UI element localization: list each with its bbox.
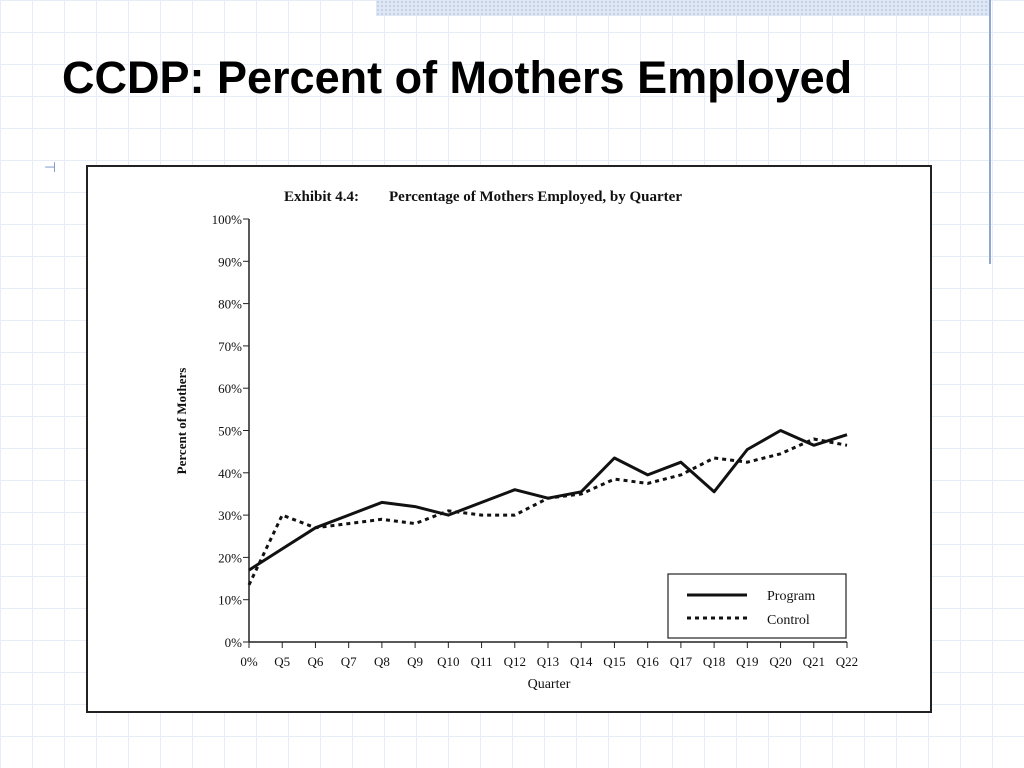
x-tick-label: Q18 <box>702 654 726 669</box>
y-tick-label: 30% <box>218 508 242 524</box>
x-ticks <box>240 642 858 669</box>
header-decoration <box>376 0 990 16</box>
y-tick-label: 100% <box>211 212 242 227</box>
x-tick-label: Q21 <box>802 654 825 669</box>
legend-box <box>668 574 846 638</box>
line-chart <box>88 167 926 707</box>
series-line-control <box>249 439 847 585</box>
margin-marker-icon: ⊣ <box>44 160 57 176</box>
y-tick-label: 50% <box>218 423 242 439</box>
x-tick-label: Q20 <box>769 654 792 669</box>
y-tick-label: 40% <box>218 465 242 481</box>
y-tick-label: 60% <box>218 381 242 397</box>
legend-control-label: Control <box>767 613 810 628</box>
x-tick-label: Q17 <box>669 654 693 669</box>
x-tick-label: Q22 <box>835 654 859 669</box>
y-tick-label: 80% <box>218 296 242 312</box>
series-layer <box>249 431 847 585</box>
y-tick-label: 90% <box>218 254 242 270</box>
x-tick-label: Q10 <box>437 654 460 669</box>
x-tick-label: Q16 <box>636 654 659 669</box>
y-tick-label: 20% <box>218 550 242 566</box>
x-tick-label: Q15 <box>603 654 626 669</box>
slide-title: CCDP: Percent of Mothers Employed <box>62 52 853 103</box>
x-axis-label: Quarter <box>527 677 571 692</box>
x-tick-label: Q7 <box>340 654 357 669</box>
x-tick-label: Q14 <box>570 654 593 669</box>
y-axis-label: Percent of Mothers <box>174 367 189 475</box>
exhibit-label: Exhibit 4.4: <box>284 189 360 205</box>
y-tick-label: 0% <box>224 635 242 650</box>
side-rule-decoration <box>989 0 991 264</box>
series-line-program <box>249 431 847 571</box>
y-tick-label: 70% <box>218 338 242 354</box>
x-tick-label: Q11 <box>470 654 493 669</box>
x-tick-label: Q12 <box>503 654 526 669</box>
chart-title: Percentage of Mothers Employed, by Quarter <box>389 189 682 205</box>
x-tick-label: Q9 <box>407 654 424 669</box>
y-tick-label: 10% <box>218 592 242 608</box>
x-tick-label: Q6 <box>307 654 324 669</box>
x-tick-label: 0% <box>240 654 258 669</box>
x-tick-label: Q8 <box>373 654 390 669</box>
x-tick-label: Q19 <box>736 654 759 669</box>
y-ticks <box>212 212 249 650</box>
x-tick-label: Q5 <box>274 654 291 669</box>
x-tick-label: Q13 <box>536 654 560 669</box>
legend-program-label: Program <box>767 589 816 604</box>
legend <box>668 574 846 638</box>
